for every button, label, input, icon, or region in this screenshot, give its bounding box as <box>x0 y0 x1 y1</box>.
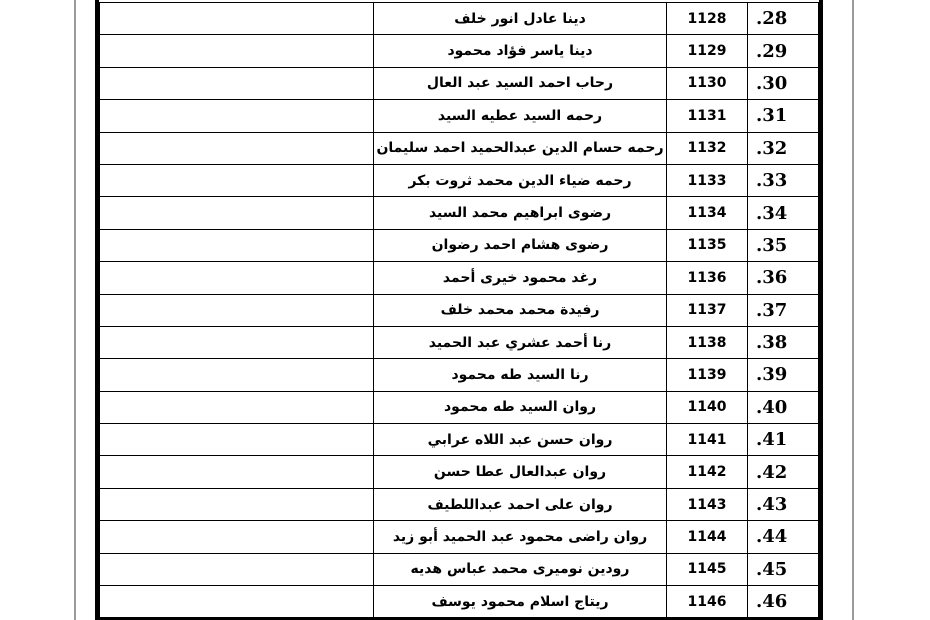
student-code: 1128 <box>667 3 748 35</box>
blank-cell <box>100 197 374 229</box>
student-code: 1132 <box>667 132 748 164</box>
student-code: 1138 <box>667 326 748 358</box>
table-row <box>100 294 819 326</box>
row-number: 33. <box>748 164 819 196</box>
row-number: 43. <box>748 488 819 520</box>
table-row <box>100 3 819 35</box>
student-code: 1141 <box>667 424 748 456</box>
blank-cell <box>100 456 374 488</box>
table-row <box>100 164 819 196</box>
student-name: رفيدة محمد محمد خلف <box>374 294 667 326</box>
student-name: روان راضى محمود عبد الحميد أبو زيد <box>374 521 667 553</box>
table-row <box>100 132 819 164</box>
row-number: 30. <box>748 67 819 99</box>
row-number: 45. <box>748 553 819 585</box>
page-edge-right <box>852 0 854 620</box>
table-row <box>100 100 819 132</box>
row-number: 40. <box>748 391 819 423</box>
row-number: 28. <box>748 3 819 35</box>
blank-cell <box>100 132 374 164</box>
table-row <box>100 521 819 553</box>
row-number: 29. <box>748 35 819 67</box>
student-code: 1133 <box>667 164 748 196</box>
row-number: 46. <box>748 586 819 618</box>
student-name: رحمه السيد عطيه السيد <box>374 100 667 132</box>
student-name: دينا ياسر فؤاد محمود <box>374 35 667 67</box>
row-number: 35. <box>748 229 819 261</box>
student-code: 1131 <box>667 100 748 132</box>
blank-cell <box>100 488 374 520</box>
table-row <box>100 488 819 520</box>
blank-cell <box>100 164 374 196</box>
student-name: رودين نوميرى محمد عباس هديه <box>374 553 667 585</box>
row-number: 34. <box>748 197 819 229</box>
student-name: دينا عادل انور خلف <box>374 3 667 35</box>
blank-cell <box>100 35 374 67</box>
table-row <box>100 197 819 229</box>
page-edge-left <box>74 0 76 620</box>
blank-cell <box>100 3 374 35</box>
student-code: 1140 <box>667 391 748 423</box>
row-number: 39. <box>748 359 819 391</box>
student-name: رغد محمود خيرى أحمد <box>374 262 667 294</box>
blank-cell <box>100 100 374 132</box>
row-number: 41. <box>748 424 819 456</box>
row-number: 42. <box>748 456 819 488</box>
student-code: 1142 <box>667 456 748 488</box>
table-row <box>100 586 819 618</box>
student-table-body <box>100 3 819 618</box>
student-code: 1136 <box>667 262 748 294</box>
student-code: 1143 <box>667 488 748 520</box>
student-code: 1145 <box>667 553 748 585</box>
student-code: 1129 <box>667 35 748 67</box>
student-code: 1134 <box>667 197 748 229</box>
blank-cell <box>100 67 374 99</box>
student-code: 1139 <box>667 359 748 391</box>
blank-cell <box>100 521 374 553</box>
row-number: 38. <box>748 326 819 358</box>
table-row <box>100 456 819 488</box>
blank-cell <box>100 294 374 326</box>
student-table-container <box>95 0 823 620</box>
row-number: 44. <box>748 521 819 553</box>
student-table <box>99 2 819 618</box>
table-row <box>100 391 819 423</box>
student-code: 1130 <box>667 67 748 99</box>
blank-cell <box>100 326 374 358</box>
student-name: رحاب احمد السيد عبد العال <box>374 67 667 99</box>
student-name: رنا السيد طه محمود <box>374 359 667 391</box>
student-name: رضوى هشام احمد رضوان <box>374 229 667 261</box>
blank-cell <box>100 262 374 294</box>
student-name: روان على احمد عبداللطيف <box>374 488 667 520</box>
student-name: رحمه حسام الدين عبدالحميد احمد سليمان <box>374 132 667 164</box>
student-name: رحمه ضياء الدين محمد ثروت بكر <box>374 164 667 196</box>
blank-cell <box>100 359 374 391</box>
row-number: 32. <box>748 132 819 164</box>
student-name: ريتاج اسلام محمود يوسف <box>374 586 667 618</box>
blank-cell <box>100 229 374 261</box>
table-row <box>100 326 819 358</box>
student-name: روان حسن عبد اللاه عرابي <box>374 424 667 456</box>
blank-cell <box>100 391 374 423</box>
table-row <box>100 262 819 294</box>
student-name: روان عبدالعال عطا حسن <box>374 456 667 488</box>
student-code: 1137 <box>667 294 748 326</box>
blank-cell <box>100 586 374 618</box>
table-row <box>100 553 819 585</box>
table-row <box>100 424 819 456</box>
student-name: رضوى ابراهيم محمد السيد <box>374 197 667 229</box>
table-row <box>100 67 819 99</box>
student-name: روان السيد طه محمود <box>374 391 667 423</box>
row-number: 37. <box>748 294 819 326</box>
student-code: 1144 <box>667 521 748 553</box>
table-row <box>100 35 819 67</box>
blank-cell <box>100 553 374 585</box>
student-code: 1146 <box>667 586 748 618</box>
student-code: 1135 <box>667 229 748 261</box>
row-number: 31. <box>748 100 819 132</box>
row-number: 36. <box>748 262 819 294</box>
blank-cell <box>100 424 374 456</box>
table-row <box>100 359 819 391</box>
table-row <box>100 229 819 261</box>
student-name: رنا أحمد عشري عبد الحميد <box>374 326 667 358</box>
